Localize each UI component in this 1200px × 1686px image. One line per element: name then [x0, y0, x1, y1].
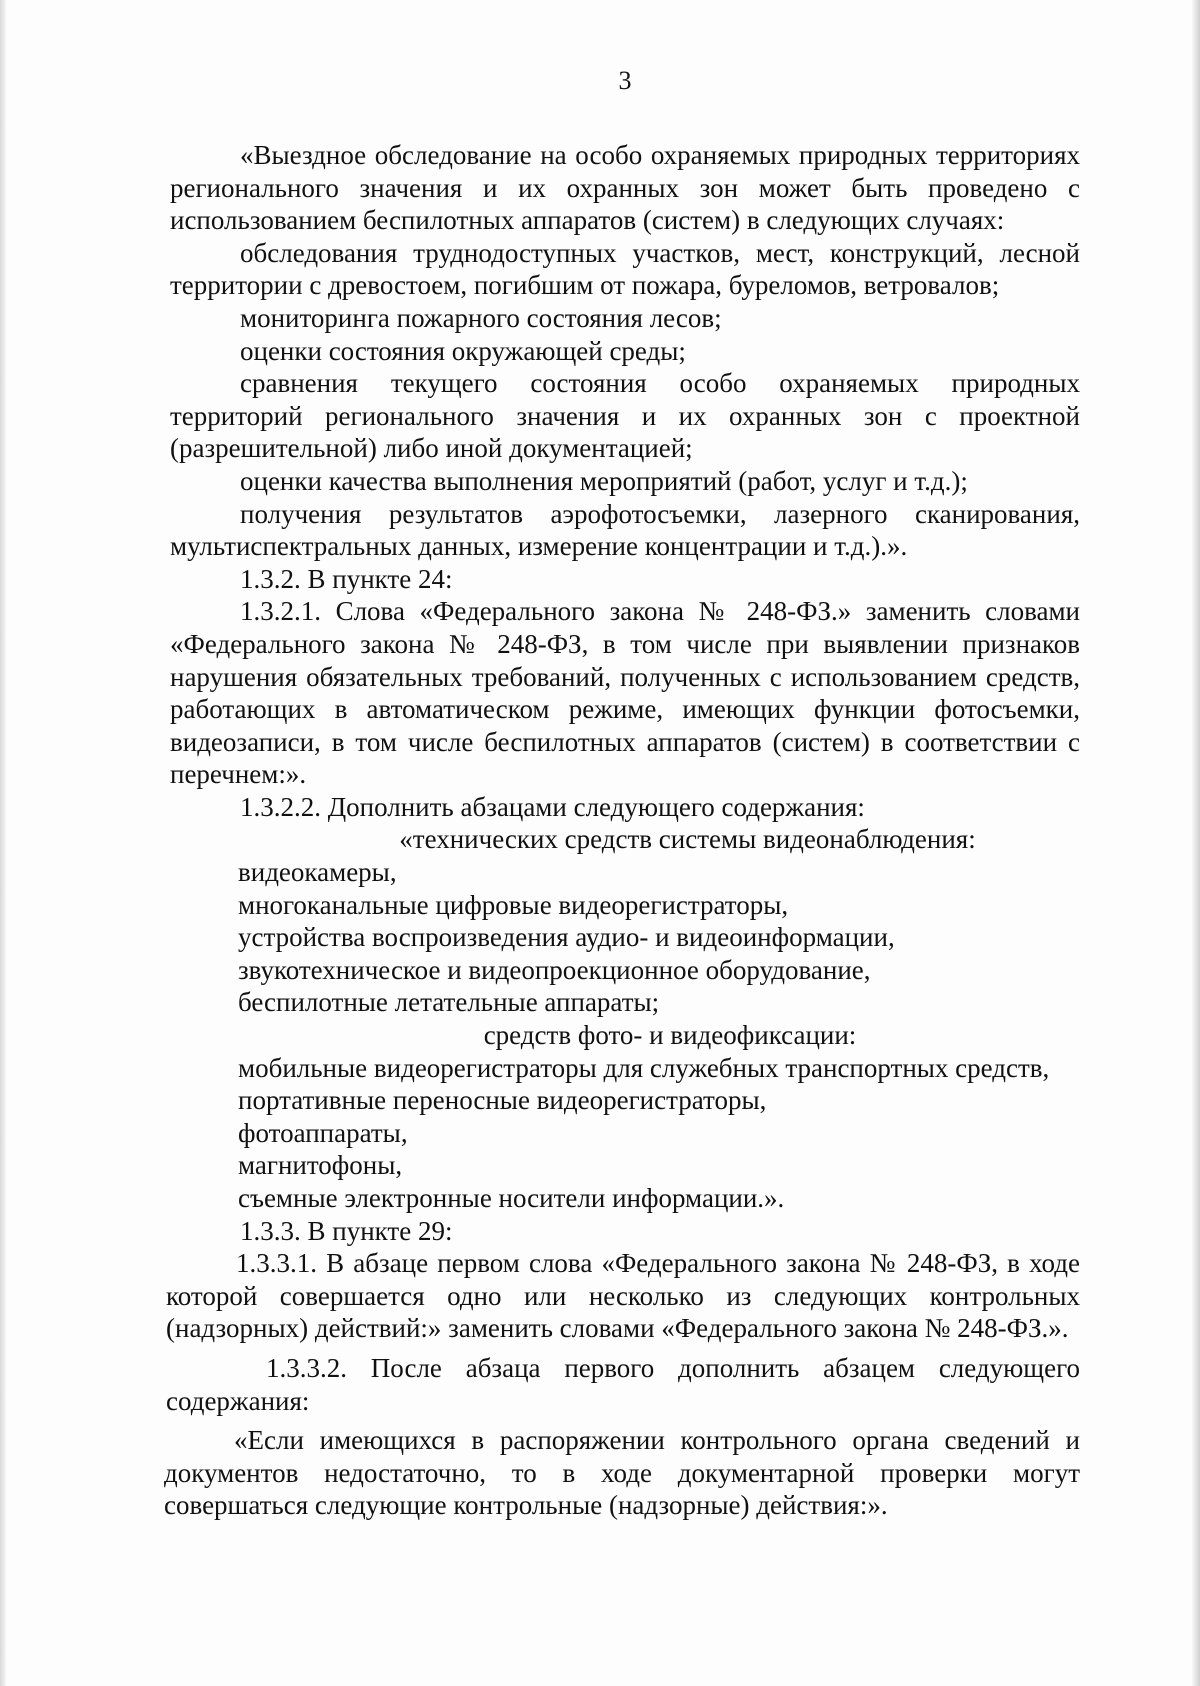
- paragraph-item-3: оценки состояния окружающей среды;: [240, 335, 686, 366]
- paragraph-intro: «Выездное обследование на особо охраняемых природных территориях регионального значения и их охранных зон может быть проведено с использованием беспилотных аппаратов (систем) в следующих случаях:: [170, 140, 1080, 236]
- video-item: беспилотные летательные аппараты;: [238, 987, 660, 1018]
- photo-item: мобильные видеорегистраторы для служебных транспортных средств,: [238, 1052, 1050, 1083]
- photo-item: портативные переносные видеорегистраторы,: [238, 1085, 767, 1116]
- video-item: устройства воспроизведения аудио- и видеоинформации,: [238, 922, 895, 953]
- paragraph-1-3-3-1: 1.3.3.1. В абзаце первом слова «Федерального закона № 248-ФЗ, в ходе которой совершается одно или несколько из следующих контрольных (надзорных) действий:» заменить словами «Федерального закона № 248-ФЗ.».: [166, 1248, 1080, 1344]
- photo-heading: средств фото- и видеофиксации:: [483, 1020, 857, 1051]
- paragraph-1-3-2: 1.3.2. В пункте 24:: [240, 563, 453, 594]
- photo-item: съемные электронные носители информации.».: [238, 1183, 785, 1213]
- paragraph-item-2: мониторинга пожарного состояния лесов;: [240, 302, 722, 333]
- photo-item: фотоаппараты,: [238, 1117, 408, 1148]
- photo-item: магнитофоны,: [238, 1150, 403, 1181]
- document-body: [164, 139, 1080, 1522]
- page-number: 3: [618, 66, 632, 95]
- paragraph-1-3-2-2: 1.3.2.2. Дополнить абзацами следующего содержания:: [240, 791, 865, 822]
- paragraph-1-3-3-2: 1.3.3.2. После абзаца первого дополнить абзацем следующего содержания:: [166, 1352, 1080, 1416]
- scan-edge-right: [1192, 0, 1200, 1686]
- video-item: многоканальные цифровые видеорегистраторы,: [238, 889, 789, 920]
- paragraph-1-3-2-1: 1.3.2.1. Слова «Федерального закона № 248-ФЗ.» заменить словами «Федерального закона № 248-ФЗ, в том числе при выявлении признаков нарушения обязательных требований, полученных с использованием средств, работающих в автоматическом режиме, имеющих функции фотосъемки, видеозаписи, в том числе беспилотных аппаратов (систем) в соответствии с перечнем:».: [170, 596, 1080, 790]
- paragraph-item-5: оценки качества выполнения мероприятий (работ, услуг и т.д.);: [240, 465, 968, 496]
- paragraph-item-6: получения результатов аэрофотосъемки, лазерного сканирования, мультиспектральных данных, измерение концентрации и т.д.).».: [170, 498, 1080, 562]
- paragraph-item-4: сравнения текущего состояния особо охраняемых природных территорий регионального значения и их охранных зон с проектной (разрешительной) либо иной документацией;: [170, 368, 1080, 464]
- video-heading: «технических средств системы видеонаблюдения:: [399, 824, 976, 855]
- paragraph-item-1: обследования труднодоступных участков, мест, конструкций, лесной территории с древостоем, погибшим от пожара, буреломов, ветровалов;: [170, 237, 1080, 301]
- paragraph-quote: «Если имеющихся в распоряжении контрольного органа сведений и документов недостаточно, то в ходе документарной проверки могут совершаться следующие контрольные (надзорные) действия:».: [164, 1425, 1080, 1521]
- video-item: видеокамеры,: [238, 857, 397, 888]
- scan-edge-left: [0, 0, 6, 1686]
- paragraph-1-3-3: 1.3.3. В пункте 29:: [240, 1215, 453, 1246]
- video-item: звукотехническое и видеопроекционное оборудование,: [238, 954, 871, 985]
